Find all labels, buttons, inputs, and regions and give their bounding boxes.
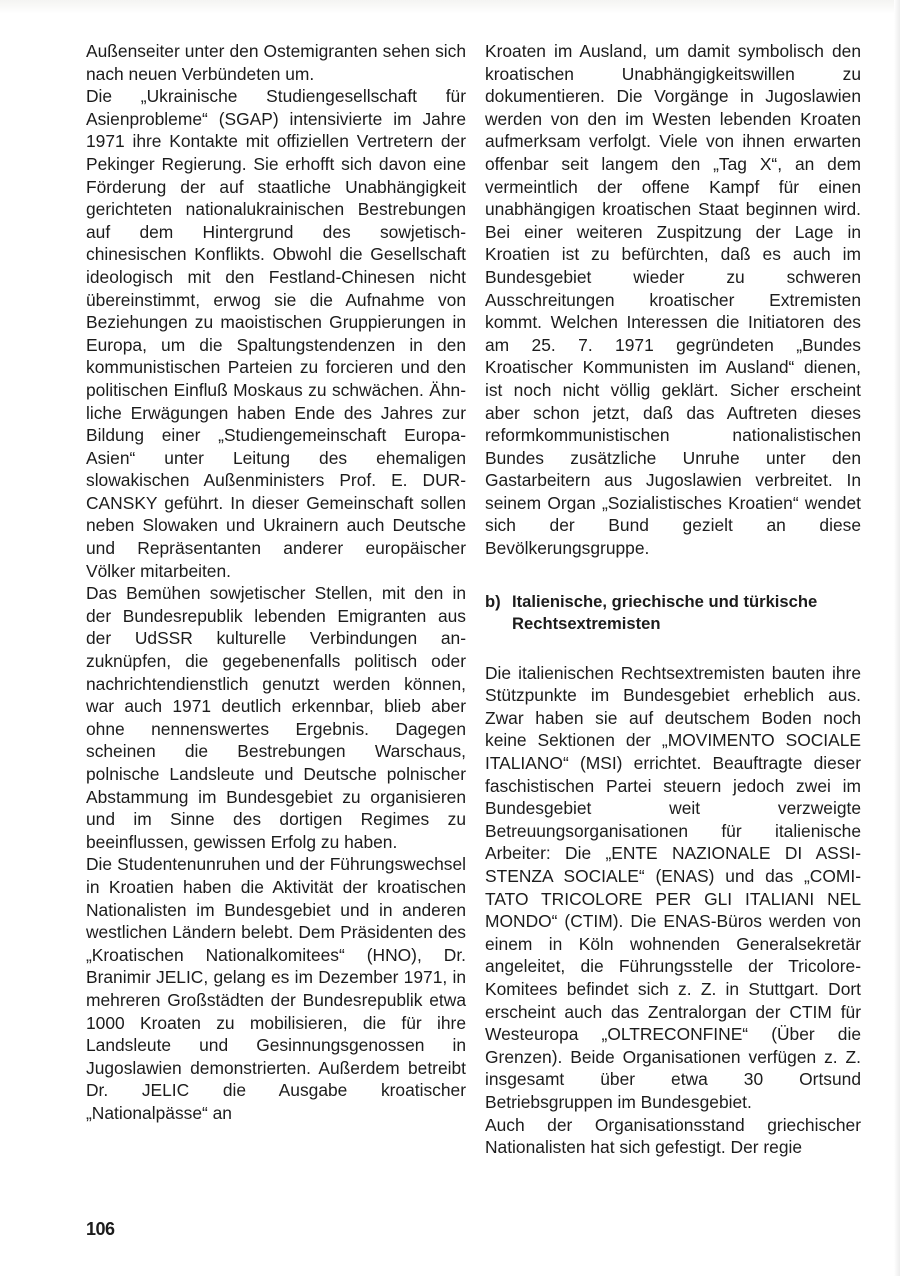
paragraph: Die „Ukrainische Studiengesellschaft für Asienprobleme“ (SGAP) intensivierte im Jahre 1971 ihre Kontakte mit offiziellen Vertretern der Pekinger Regierung. Sie erhofft sich davon eine Förderung der auf staatliche Unabhängigkeit gerichteten nationalukrainischen Bestrebungen auf dem Hintergrund des sowjetisch-chinesischen Konflikts. Obwohl die Gesellschaft ideologisch mit den Festland-Chinesen nicht übereinstimmt, erwog sie die Aufnahme von Beziehungen zu maoistischen Gruppierungen in Europa, um die Spaltungstendenzen in den kommunistischen Parteien zu forcieren und den politischen Einfluß Moskaus zu schwächen. Ähnliche Erwägungen haben Ende des Jahres zur Bildung einer „Studiengemeinschaft Europa-Asien“ unter Leitung des ehemaligen slowakischen Außenministers Prof. E. DURCANSKY geführt. In dieser Gemeinschaft sollen neben Slowaken und Ukrainern auch Deutsche und Repräsentanten anderer europäischer Völker mitarbeiten. [86, 86, 466, 581]
section-letter: b) [485, 591, 501, 611]
section-heading [485, 591, 861, 635]
scan-edge-shadow [894, 0, 900, 1276]
paragraph: Auch der Organisationsstand griechischer Nationalisten hat sich gefestigt. Der regie [485, 1114, 861, 1158]
paragraph: Die Studentenunruhen und der Führungswechsel in Kroatien haben die Aktivität der kroatischen Nationalisten im Bundesgebiet und in anderen westlichen Ländern belebt. Dem Präsidenten des „Kroatischen Nationalkomitees“ (HNO), Dr. Branimir JELIC, gelang es im Dezember 1971, in mehreren Großstädten der Bundesrepublik etwa 1000 Kroaten zu mobilisieren, die für ihre Landsleute und Gesinnungsgenossen in Jugoslawien demonstrierten. Außerdem betreibt Dr. JELIC die Ausgabe kroatischer „Nationalpässe“ an [86, 854, 466, 1123]
paragraph: Das Bemühen sowjetischer Stellen, mit den in der Bundesrepublik lebenden Emigranten aus der UdSSR kulturelle Verbindungen anzuknüpfen, die gegebenenfalls politisch oder nachrichtendienstlich genutzt werden können, war auch 1971 deutlich erkennbar, blieb aber ohne nennenswertes Ergebnis. Dagegen scheinen die Bestrebungen Warschaus, polnische Landsleute und Deutsche polnischer Abstammung im Bundesgebiet zu organisieren und im Sinne des dortigen Regimes zu beeinflussen, gewissen Erfolg zu haben. [86, 583, 466, 852]
paragraph: Außenseiter unter den Ostemigranten sehen sich nach neuen Verbündeten um. [86, 41, 466, 84]
paragraph: Die italienischen Rechtsextremisten bauten ihre Stützpunkte im Bundesgebiet erheblich aus. Zwar haben sie auf deutschem Boden noch keine Sektionen der „MOVIMENTO SOCIALE ITALIANO“ (MSI) errichtet. Beauftragte dieser faschistischen Partei steuern jedoch zwei im Bundesgebiet weit verzweigte Betreuungsorganisationen für italienische Arbeiter: Die „ENTE NAZIONALE DI ASSISTENZA SOCIALE“ (ENAS) und das „COMITATO TRICOLORE PER GLI ITALIANI NEL MONDO“ (CTIM). Die ENAS-Büros werden von einem in Köln wohnenden Generalsekretär angeleitet, die Führungsstelle der Tricolore-Komitees befindet sich z. Z. in Stuttgart. Dort erscheint auch das Zentralorgan der CTIM für Westeuropa „OLTRECONFINE“ (Über die Grenzen). Beide Organisationen verfügen z. Z. insgesamt über etwa 30 Ortsund Betriebsgruppen im Bundesgebiet. [485, 662, 861, 1112]
paragraph: Kroaten im Ausland, um damit symbolisch den kroatischen Unabhängigkeitswillen zu dokumentieren. Die Vorgänge in Jugoslawien werden von den im Westen lebenden Kroaten aufmerksam verfolgt. Viele von ihnen erwarten offenbar seit langem den „Tag X“, an dem vermeintlich der offene Kampf für einen unabhängigen kroatischen Staat beginnen wird. Bei einer weiteren Zuspitzung der Lage in Kroatien ist zu befürchten, daß es auch im Bundesgebiet wieder zu schweren Ausschreitungen kroatischer Extremisten kommt. Welchen Interessen die Initiatoren des am 25. 7. 1971 gegründeten „Bundes Kroatischer Kommunisten im Ausland“ dienen, ist noch nicht völlig geklärt. Sicher erscheint aber schon jetzt, daß das Auftreten dieses reformkommunistischen nationalistischen Bundes zusätzliche Unruhe unter den Gastarbeitern aus Jugoslawien verbreitet. In seinem Organ „Sozialistisches Kroatien“ wendet sich der Bund gezielt an diese Bevölkerungsgruppe. [485, 41, 861, 559]
right-text-column [485, 40, 861, 1159]
section-heading-line1: Italienische, griechische und türkische [512, 591, 818, 611]
section-heading-line2: Rechtsextremisten [512, 613, 661, 633]
page-number: 106 [86, 1219, 115, 1239]
left-text-column [86, 40, 466, 1125]
